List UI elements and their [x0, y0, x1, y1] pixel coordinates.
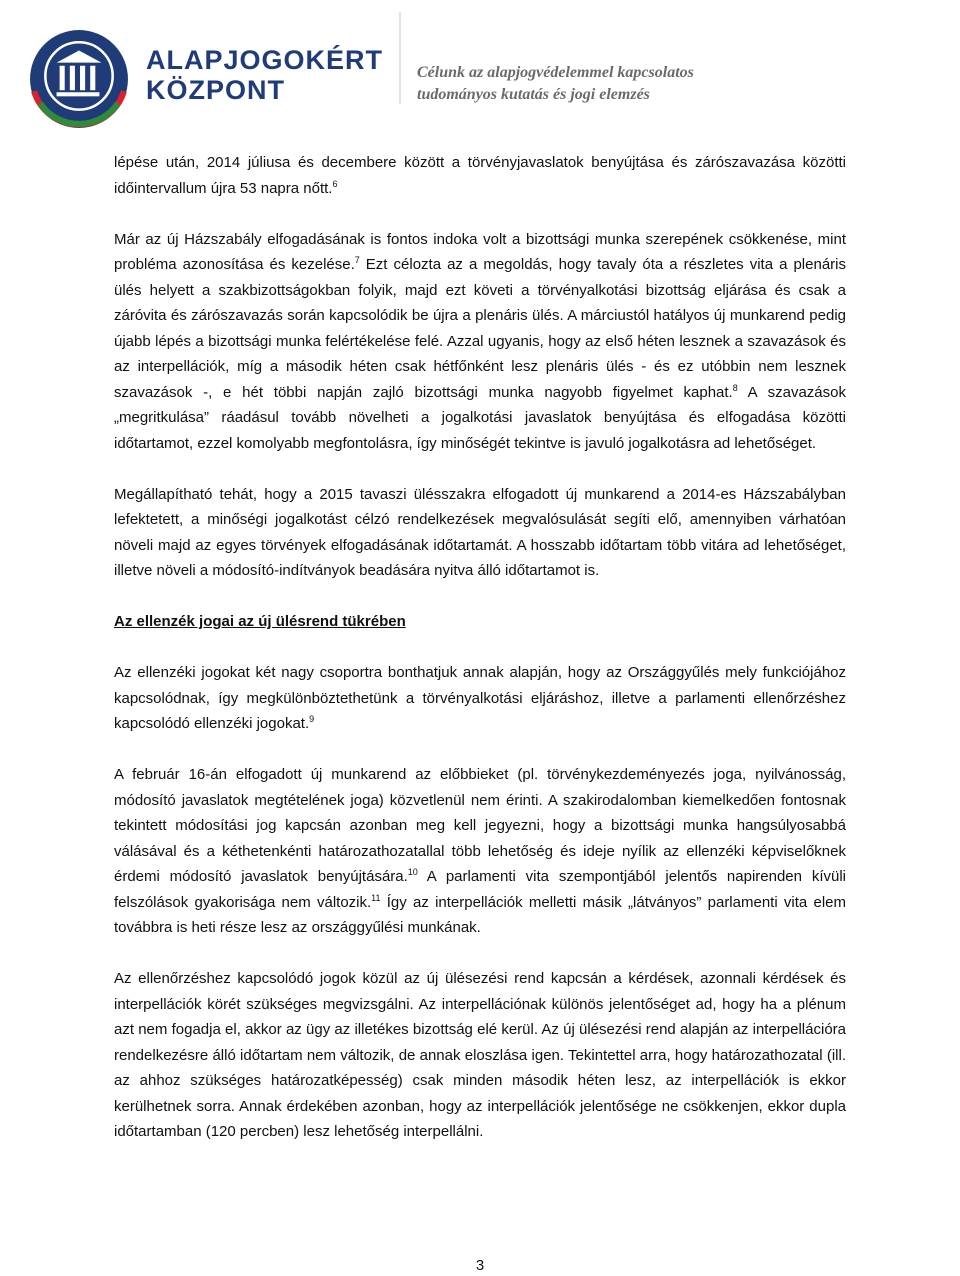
paragraph-text: Megállapítható tehát, hogy a 2015 tavaszi ülésszakra elfogadott új munkarend a 2014-es Házszabályban lefektetett, a minőségi jogalkotást célzó rendelkezések megvalósulását segíti elő, amennyiben várhatóan növeli majd az egyes törvények elfogadásának időtartamát. A hosszabb időtartam több vitára ad lehetőséget, illetve növeli a módosító-indítványok beadására nyitva álló időtartamot is. — [114, 485, 846, 579]
paragraph-text: Az ellenőrzéshez kapcsolódó jogok közül az új ülésezési rend kapcsán a kérdések, azonnali kérdések és interpellációk körét szükséges megvizsgálni. Az interpellációnak különös jelentőséget ad, hogy ha a plénum azt nem fogadja el, akkor az ügy az illetékes bizottság elé kerül. Az új ülésezési rend alapján az interpellációra rendelkezésre álló időtartam nem változik, de annak eloszlása igen. Tekintettel arra, hogy határozathozatal (ill. az ahhoz szükséges határozatképesség) csak minden második héten lesz, az interpellációk is ekkor kerülhetnek sorra. Annak érdekében azonban, hogy az interpellációk jelentősége ne csökkenjen, ekkor dupla időtartamban (120 percben) lesz lehetőség interpellálni. — [114, 970, 846, 1140]
footnote-ref[interactable]: 11 — [371, 892, 381, 903]
paragraph-1 — [114, 150, 846, 201]
footnote-ref[interactable]: 6 — [332, 178, 338, 189]
footnote-ref[interactable]: 10 — [407, 867, 418, 877]
footnote-ref[interactable]: 7 — [354, 255, 360, 265]
paragraph-text: lépése után, 2014 júliusa és decembere között a törvényjavaslatok benyújtása és zárószavazása közötti időintervallum újra 53 napra nőtt. — [114, 154, 846, 197]
document-body — [114, 150, 846, 1170]
section-heading: Az ellenzék jogai az új ülésrend tükrében — [114, 613, 406, 630]
tagline-line-1: Célunk az alapjogvédelemmel kapcsolatos — [417, 64, 694, 81]
paragraph-text: Az ellenzéki jogokat két nagy csoportra bonthatjuk annak alapján, hogy az Országgyűlés mely funkciójához kapcsolódnak, így megkülönböztethetünk a törvényalkotási eljáráshoz, illetve a parlamenti ellenőrzéshez kapcsolódó ellenzéki jogokat. — [114, 664, 846, 732]
logo-line-2: KÖZPONT — [146, 75, 285, 105]
paragraph-text: Így az interpellációk melletti másik „látványos” parlamenti vita elem továbbra is heti része lesz az országgyűlési munkának. — [114, 893, 846, 936]
logo-wordmark — [146, 45, 396, 105]
paragraph-6 — [114, 966, 846, 1145]
paragraph-text: Ezt célozta az a megoldás, hogy tavaly óta a részletes vita a plenáris ülés helyett a szakbizottságokban folyik, majd ezt követi a törvényalkotási bizottság eljárása és csak a záróvita és zárószavazás során kapcsolódik be újra a plenáris ülés. A márciustól hatályos új munkarend pedig újabb lépés a bizottsági munka felértékelése felé. Azzal ugyanis, hogy az első héten lesznek a szavazások és az interpellációk, míg a második héten csak hétfőnként lesz plenáris ülés - és ez utóbbin nem lesznek szavazások -, e hét többi napján zajló bizottsági munka nagyobb figyelmet kaphat. — [114, 256, 846, 401]
columns-seal-icon — [28, 28, 130, 130]
paragraph-text: A szavazások „megritkulása” ráadásul tovább növelheti a jogalkotási javaslatok benyújtása és elfogadása közötti időtartamot, ezzel komolyabb megfontolásra, így minőségét tekintve is javuló jogalkotásra ad lehetőséget. — [114, 383, 846, 452]
page-number: 3 — [475, 1257, 485, 1274]
logo-line-1: ALAPJOGOKÉRT — [146, 45, 384, 75]
tagline-line-2: tudományos kutatás és jogi elemzés — [417, 86, 650, 103]
paragraph-text: Már az új Házszabály elfogadásának is fontos indoka volt a bizottsági munka szerepének csökkenése, mint probléma azonosítása és kezelése. — [114, 230, 846, 273]
header-divider — [399, 12, 401, 104]
paragraph-text: A február 16-án elfogadott új munkarend az előbbieket (pl. törvénykezdeményezés joga, nyilvánosság, módosító javaslatok megtételének joga) közvetlenül nem érinti. A szakirodalomban kiemelkedően fontosnak tekintett módosítási jog kapcsán azonban meg kell jegyezni, hogy a bizottsági munka hangsúlyosabbá válásával és a kéthetenkénti határozathozatallal több lehetőség és ideje nyílik az ellenzéki képviselőknek érdemi módosító javaslatok benyújtására. — [114, 766, 846, 885]
paragraph-text: A parlamenti vita szempontjából jelentős napirenden kívüli felszólások gyakorisága nem változik. — [114, 868, 846, 911]
footnote-ref[interactable]: 8 — [732, 382, 738, 393]
tagline — [417, 62, 817, 106]
paragraph-2 — [114, 227, 846, 457]
paragraph-5 — [114, 762, 846, 941]
paragraph-3 — [114, 482, 846, 584]
footnote-ref[interactable]: 9 — [309, 714, 315, 724]
paragraph-4 — [114, 660, 846, 737]
page-header — [0, 0, 960, 120]
